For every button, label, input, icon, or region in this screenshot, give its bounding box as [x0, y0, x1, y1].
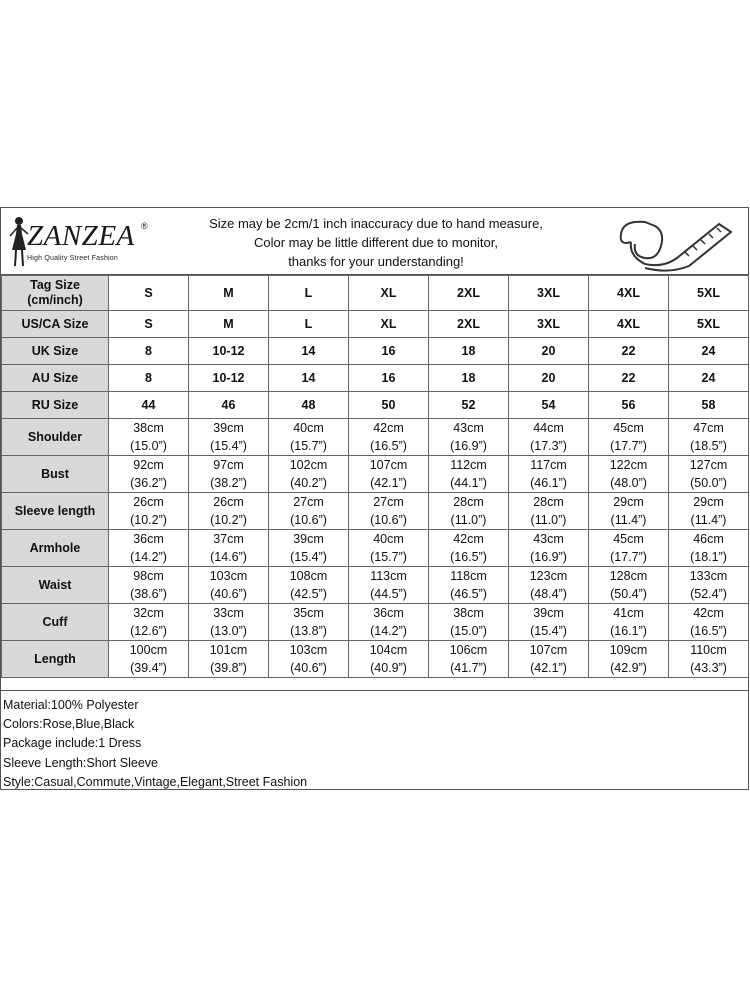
measurement-cell — [429, 456, 509, 493]
cm-value: 106cm — [449, 643, 488, 657]
row-label: UK Size — [2, 338, 109, 365]
brand-logo — [7, 214, 167, 270]
measurement-cell — [109, 567, 189, 604]
measurement-row — [2, 567, 749, 604]
cm-value: 28cm — [453, 495, 484, 509]
cm-value: 43cm — [533, 532, 564, 546]
size-cell: 14 — [269, 338, 349, 365]
inch-value: (42.1”) — [530, 661, 567, 675]
detail-line: Style:Casual,Commute,Vintage,Elegant,Street Fashion — [3, 774, 308, 789]
chart-header — [1, 208, 748, 275]
cm-value: 26cm — [133, 495, 164, 509]
size-cell: 22 — [589, 365, 669, 392]
cm-value: 47cm — [693, 421, 724, 435]
size-cell: S — [109, 311, 189, 338]
size-cell: S — [109, 276, 189, 311]
cm-value: 112cm — [450, 458, 487, 472]
inch-value: (16.5”) — [370, 439, 407, 453]
cm-value: 45cm — [613, 532, 644, 546]
size-cell: 8 — [109, 365, 189, 392]
measurement-cell — [189, 641, 269, 678]
cm-value: 39cm — [293, 532, 324, 546]
size-table — [1, 275, 749, 678]
size-cell: 16 — [349, 365, 429, 392]
inch-value: (17.7”) — [610, 550, 647, 564]
size-cell: 5XL — [669, 276, 749, 311]
measurement-cell — [589, 641, 669, 678]
cm-value: 36cm — [373, 606, 404, 620]
inch-value: (14.2”) — [370, 624, 407, 638]
inch-value: (38.2”) — [210, 476, 247, 490]
inch-value: (40.6”) — [290, 661, 327, 675]
cm-value: 40cm — [373, 532, 404, 546]
size-cell: 52 — [429, 392, 509, 419]
brand-name: ZANZEA — [27, 220, 135, 252]
cm-value: 45cm — [613, 421, 644, 435]
size-cell: 3XL — [509, 276, 589, 311]
size-cell: 58 — [669, 392, 749, 419]
notice-line-2: Color may be little different due to monitor, — [254, 235, 498, 250]
inch-value: (14.6”) — [210, 550, 247, 564]
measurement-cell — [349, 604, 429, 641]
inch-value: (16.9”) — [530, 550, 567, 564]
measurement-cell — [189, 456, 269, 493]
size-cell: 4XL — [589, 311, 669, 338]
inch-value: (16.5”) — [690, 624, 727, 638]
measurement-cell — [189, 567, 269, 604]
cm-value: 38cm — [133, 421, 164, 435]
cm-value: 107cm — [369, 458, 408, 472]
measuring-tape-icon — [615, 212, 739, 272]
size-row — [2, 338, 749, 365]
size-cell: 22 — [589, 338, 669, 365]
cm-value: 42cm — [453, 532, 484, 546]
inch-value: (43.3”) — [690, 661, 727, 675]
inch-value: (11.4”) — [610, 513, 647, 527]
inch-value: (15.0”) — [130, 439, 167, 453]
inch-value: (36.2”) — [130, 476, 167, 490]
cm-value: 103cm — [289, 643, 328, 657]
cm-value: 42cm — [373, 421, 404, 435]
measurement-cell — [669, 456, 749, 493]
measurement-cell — [429, 641, 509, 678]
size-cell: XL — [349, 276, 429, 311]
inch-value: (17.7”) — [610, 439, 647, 453]
cm-value: 118cm — [450, 569, 487, 583]
cm-value: 27cm — [373, 495, 404, 509]
inch-value: (38.6”) — [130, 587, 167, 601]
inch-value: (18.1”) — [690, 550, 727, 564]
notice-line-3: thanks for your understanding! — [288, 254, 464, 269]
registered-mark: ® — [141, 221, 148, 231]
size-cell: 46 — [189, 392, 269, 419]
cm-value: 35cm — [293, 606, 324, 620]
inch-value: (16.5”) — [450, 550, 487, 564]
measurement-cell — [109, 530, 189, 567]
detail-line: Material:100% Polyester — [3, 698, 139, 712]
cm-value: 117cm — [530, 458, 567, 472]
measurement-cell — [509, 530, 589, 567]
measurement-cell — [589, 567, 669, 604]
measurement-cell — [109, 493, 189, 530]
size-cell: 56 — [589, 392, 669, 419]
inch-value: (42.5”) — [290, 587, 327, 601]
cm-value: 29cm — [613, 495, 644, 509]
inch-value: (10.2”) — [210, 513, 247, 527]
cm-value: 108cm — [289, 569, 328, 583]
size-row — [2, 365, 749, 392]
cm-value: 113cm — [370, 569, 407, 583]
cm-value: 103cm — [209, 569, 248, 583]
cm-value: 33cm — [213, 606, 244, 620]
measurement-cell — [589, 530, 669, 567]
measurement-cell — [349, 419, 429, 456]
inch-value: (50.4”) — [610, 587, 647, 601]
measurement-row — [2, 419, 749, 456]
cm-value: 122cm — [609, 458, 648, 472]
size-cell: 16 — [349, 338, 429, 365]
measurement-cell — [589, 493, 669, 530]
inch-value: (46.1”) — [530, 476, 567, 490]
inch-value: (48.0”) — [610, 476, 647, 490]
inch-value: (11.0”) — [530, 513, 567, 527]
cm-value: 109cm — [609, 643, 648, 657]
measurement-cell — [669, 530, 749, 567]
size-cell: 5XL — [669, 311, 749, 338]
inch-value: (15.4”) — [290, 550, 327, 564]
measurement-cell — [189, 419, 269, 456]
measurement-row — [2, 530, 749, 567]
cm-value: 28cm — [533, 495, 564, 509]
measurement-cell — [269, 641, 349, 678]
size-cell: 8 — [109, 338, 189, 365]
measurement-row — [2, 604, 749, 641]
notice-line-1: Size may be 2cm/1 inch inaccuracy due to hand measure, — [209, 216, 543, 231]
inch-value: (16.1”) — [610, 624, 647, 638]
inch-value: (40.9”) — [370, 661, 407, 675]
inch-value: (18.5”) — [690, 439, 727, 453]
inch-value: (15.7”) — [290, 439, 327, 453]
product-details — [1, 690, 748, 792]
row-label: Length — [2, 641, 109, 678]
size-cell: 10-12 — [189, 365, 269, 392]
cm-value: 98cm — [133, 569, 164, 583]
cm-value: 107cm — [529, 643, 568, 657]
row-label: Armhole — [2, 530, 109, 567]
size-cell: XL — [349, 311, 429, 338]
inch-value: (48.4”) — [530, 587, 567, 601]
row-label: RU Size — [2, 392, 109, 419]
inch-value: (13.0”) — [210, 624, 247, 638]
inch-value: (12.6”) — [130, 624, 167, 638]
cm-value: 128cm — [609, 569, 648, 583]
measurement-cell — [349, 456, 429, 493]
cm-value: 39cm — [533, 606, 564, 620]
cm-value: 37cm — [213, 532, 244, 546]
size-cell: 2XL — [429, 276, 509, 311]
size-cell: 24 — [669, 338, 749, 365]
cm-value: 102cm — [289, 458, 328, 472]
cm-value: 42cm — [693, 606, 724, 620]
measurement-cell — [349, 641, 429, 678]
row-label: Waist — [2, 567, 109, 604]
measurement-cell — [669, 567, 749, 604]
size-cell: L — [269, 276, 349, 311]
size-cell: 2XL — [429, 311, 509, 338]
inch-value: (15.0”) — [450, 624, 487, 638]
inch-value: (10.6”) — [370, 513, 407, 527]
row-label: US/CA Size — [2, 311, 109, 338]
measurement-row — [2, 493, 749, 530]
inch-value: (11.0”) — [450, 513, 487, 527]
measurement-cell — [349, 567, 429, 604]
cm-value: 110cm — [690, 643, 727, 657]
cm-value: 123cm — [529, 569, 568, 583]
measurement-cell — [109, 456, 189, 493]
measurement-cell — [509, 567, 589, 604]
cm-value: 32cm — [133, 606, 164, 620]
cm-value: 97cm — [213, 458, 244, 472]
cm-value: 44cm — [533, 421, 564, 435]
inch-value: (39.4”) — [130, 661, 167, 675]
size-cell: 3XL — [509, 311, 589, 338]
inch-value: (41.7”) — [450, 661, 487, 675]
size-cell: M — [189, 311, 269, 338]
detail-line: Package include:1 Dress — [3, 736, 142, 751]
row-label: Cuff — [2, 604, 109, 641]
measurement-cell — [109, 419, 189, 456]
cm-value: 43cm — [453, 421, 484, 435]
row-label: Bust — [2, 456, 109, 493]
size-cell: 24 — [669, 365, 749, 392]
measurement-cell — [429, 567, 509, 604]
inch-value: (50.0”) — [690, 476, 727, 490]
inch-value: (10.6”) — [290, 513, 327, 527]
cm-value: 46cm — [693, 532, 724, 546]
size-cell: 14 — [269, 365, 349, 392]
size-row — [2, 311, 749, 338]
size-cell: 18 — [429, 338, 509, 365]
size-cell: 20 — [509, 365, 589, 392]
measurement-cell — [509, 493, 589, 530]
inch-value: (15.4”) — [210, 439, 247, 453]
measurement-cell — [509, 641, 589, 678]
measurement-cell — [429, 604, 509, 641]
row-label: Sleeve length — [2, 493, 109, 530]
cm-value: 127cm — [689, 458, 728, 472]
measurement-cell — [189, 530, 269, 567]
size-cell: 54 — [509, 392, 589, 419]
size-cell: M — [189, 276, 269, 311]
measurement-cell — [349, 493, 429, 530]
measurement-cell — [509, 456, 589, 493]
measurement-row — [2, 641, 749, 678]
size-cell: 10-12 — [189, 338, 269, 365]
inch-value: (42.9”) — [610, 661, 647, 675]
inch-value: (40.6”) — [210, 587, 247, 601]
cm-value: 92cm — [133, 458, 164, 472]
size-row — [2, 276, 749, 311]
measurement-cell — [269, 567, 349, 604]
measurement-cell — [429, 493, 509, 530]
measurement-cell — [109, 641, 189, 678]
measurement-cell — [669, 604, 749, 641]
inch-value: (44.1”) — [450, 476, 487, 490]
inch-value: (52.4”) — [690, 587, 727, 601]
measurement-row — [2, 456, 749, 493]
measurement-cell — [589, 604, 669, 641]
size-cell: 20 — [509, 338, 589, 365]
measurement-cell — [349, 530, 429, 567]
inch-value: (17.3”) — [530, 439, 567, 453]
measurement-cell — [589, 456, 669, 493]
measurement-cell — [589, 419, 669, 456]
measurement-cell — [269, 456, 349, 493]
measurement-cell — [189, 493, 269, 530]
measurement-cell — [189, 604, 269, 641]
inch-value: (13.8”) — [290, 624, 327, 638]
cm-value: 36cm — [133, 532, 164, 546]
measurement-cell — [109, 604, 189, 641]
cm-value: 133cm — [689, 569, 728, 583]
detail-line: Sleeve Length:Short Sleeve — [3, 755, 158, 770]
row-label: Tag Size (cm/inch) — [2, 276, 109, 311]
inch-value: (15.7”) — [370, 550, 407, 564]
measurement-notice — [181, 214, 571, 271]
measurement-cell — [269, 604, 349, 641]
inch-value: (16.9”) — [450, 439, 487, 453]
cm-value: 26cm — [213, 495, 244, 509]
row-label: AU Size — [2, 365, 109, 392]
size-chart — [0, 207, 749, 790]
cm-value: 27cm — [293, 495, 324, 509]
size-cell: 4XL — [589, 276, 669, 311]
measurement-cell — [269, 530, 349, 567]
cm-value: 38cm — [453, 606, 484, 620]
cm-value: 40cm — [293, 421, 324, 435]
inch-value: (10.2”) — [130, 513, 167, 527]
size-cell: L — [269, 311, 349, 338]
cm-value: 100cm — [129, 643, 168, 657]
cm-value: 104cm — [369, 643, 408, 657]
cm-value: 39cm — [213, 421, 244, 435]
size-cell: 50 — [349, 392, 429, 419]
row-label: Shoulder — [2, 419, 109, 456]
inch-value: (42.1”) — [370, 476, 407, 490]
measurement-cell — [669, 419, 749, 456]
measurement-cell — [269, 493, 349, 530]
measurement-cell — [669, 641, 749, 678]
measurement-cell — [269, 419, 349, 456]
detail-line: Colors:Rose,Blue,Black — [3, 717, 135, 732]
measurement-cell — [509, 604, 589, 641]
size-cell: 44 — [109, 392, 189, 419]
measurement-cell — [429, 419, 509, 456]
inch-value: (39.8”) — [210, 661, 247, 675]
inch-value: (11.4”) — [690, 513, 727, 527]
measurement-cell — [429, 530, 509, 567]
inch-value: (40.2”) — [290, 476, 327, 490]
brand-tagline: High Quality Street Fashion — [27, 255, 118, 262]
size-cell: 18 — [429, 365, 509, 392]
inch-value: (44.5”) — [370, 587, 407, 601]
cm-value: 101cm — [209, 643, 248, 657]
size-row — [2, 392, 749, 419]
inch-value: (14.2”) — [130, 550, 167, 564]
measurement-cell — [509, 419, 589, 456]
inch-value: (46.5”) — [450, 587, 487, 601]
inch-value: (15.4”) — [530, 624, 567, 638]
size-cell: 48 — [269, 392, 349, 419]
measurement-cell — [669, 493, 749, 530]
cm-value: 41cm — [613, 606, 644, 620]
cm-value: 29cm — [693, 495, 724, 509]
